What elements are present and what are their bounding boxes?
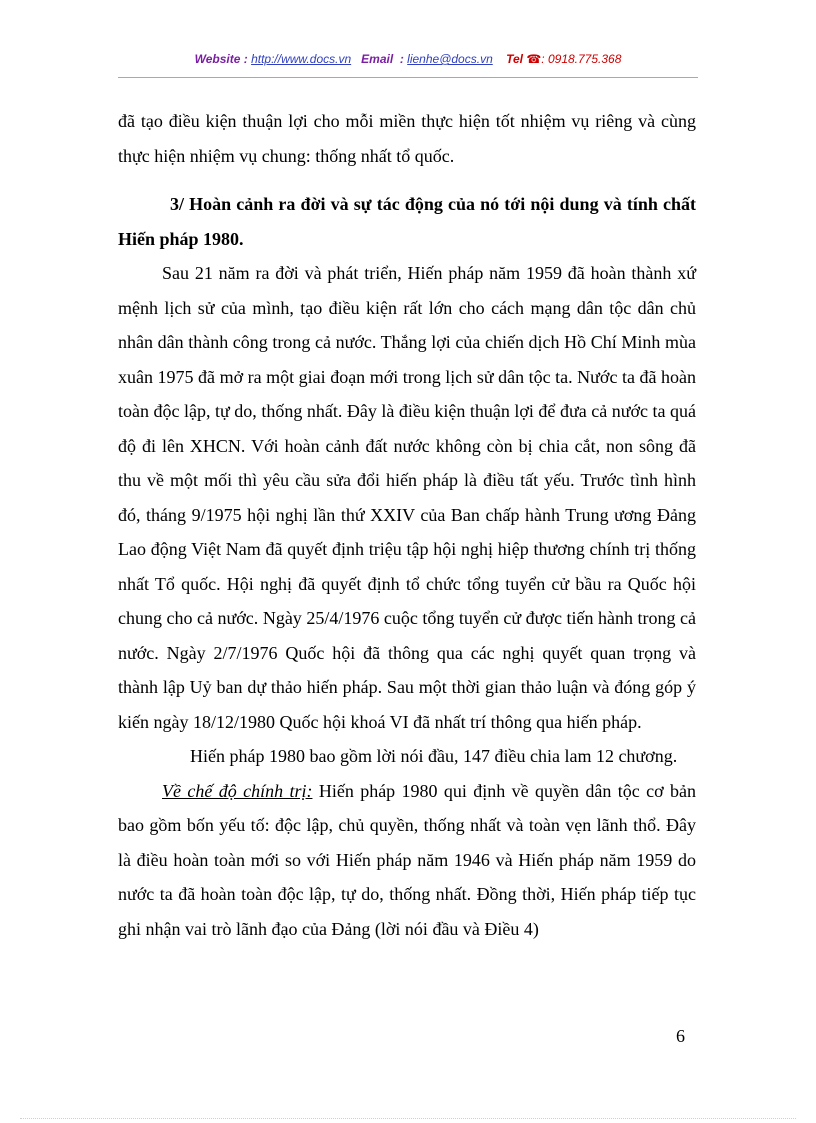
section-heading: 3/ Hoàn cảnh ra đời và sự tác động của nó tới nội dung và tính chất Hiến pháp 1980. xyxy=(118,194,696,249)
footer-divider xyxy=(20,1118,796,1119)
politics-text: Hiến pháp 1980 qui định về quyền dân tộc cơ bản bao gồm bốn yếu tố: độc lập, chủ quyền, thống nhất và toàn vẹn lãnh thổ. Đây là điều hoàn toàn mới so với Hiến pháp năm 1946 và Hiến pháp năm 1959 do nước ta đã hoàn toàn độc lập, tự do, thống nhất. Đồng thời, Hiến pháp tiếp tục ghi nhận vai trò lãnh đạo của Đảng (lời nói đầu và Điều 4) xyxy=(118,780,696,939)
email-link[interactable]: lienhe@docs.vn xyxy=(407,52,493,66)
context-paragraph: Sau 21 năm ra đời và phát triển, Hiến pháp năm 1959 đã hoàn thành xứ mệnh lịch sử của mình, tạo điều kiện rất lớn cho cách mạng dân tộc dân chủ nhân dân thành công trong cả nước. Thắng lợi của chiến dịch Hồ Chí Minh mùa xuân 1975 đã mở ra một giai đoạn mới trong lịch sử dân tộc ta. Nước ta đã hoàn toàn độc lập, tự do, thống nhất. Đây là điều kiện thuận lợi để đưa cả nước ta quá độ đi lên XHCN. Với hoàn cảnh đất nước không còn bị chia cắt, non sông đã thu về một mối thì yêu cầu sửa đổi hiến pháp là điều tất yếu. Trước tình hình đó, tháng 9/1975 hội nghị lần thứ XXIV của Ban chấp hành Trung ương Đảng Lao động Việt Nam đã quyết định triệu tập hội nghị hiệp thương chính trị thống nhất Tổ quốc. Hội nghị đã quyết định tổ chức tổng tuyển cử bầu ra Quốc hội chung cho cả nước. Ngày 25/4/1976 cuộc tổng tuyển cử được tiến hành trong cả nước. Ngày 2/7/1976 Quốc hội đã thông qua các nghị quyết quan trọng và thành lập Uỷ ban dự thảo hiến pháp. Sau một thời gian thảo luận và đóng góp ý kiến ngày 18/12/1980 Quốc hội khoá VI đã nhất trí thông qua hiến pháp. xyxy=(118,263,696,732)
politics-label: Về chế độ chính trị: xyxy=(162,780,313,801)
structure-paragraph: Hiến pháp 1980 bao gồm lời nói đầu, 147 điều chia lam 12 chương. xyxy=(190,746,678,766)
email-label: Email xyxy=(361,52,394,66)
intro-paragraph: đã tạo điều kiện thuận lợi cho mỗi miền thực hiện tốt nhiệm vụ riêng và cùng thực hiện nhiệm vụ chung: thống nhất tổ quốc. xyxy=(118,111,696,166)
politics-paragraph xyxy=(118,774,696,947)
phone-icon: ☎ xyxy=(526,52,542,66)
header-divider xyxy=(118,77,698,78)
website-link[interactable]: http://www.docs.vn xyxy=(251,52,352,66)
email-separator: : xyxy=(399,52,404,66)
tel-label: Tel xyxy=(506,52,523,66)
document-body xyxy=(118,104,696,946)
page-header xyxy=(118,52,698,66)
website-label: Website : xyxy=(194,52,248,66)
phone-number: : 0918.775.368 xyxy=(541,52,622,66)
page-number: 6 xyxy=(676,1026,685,1046)
